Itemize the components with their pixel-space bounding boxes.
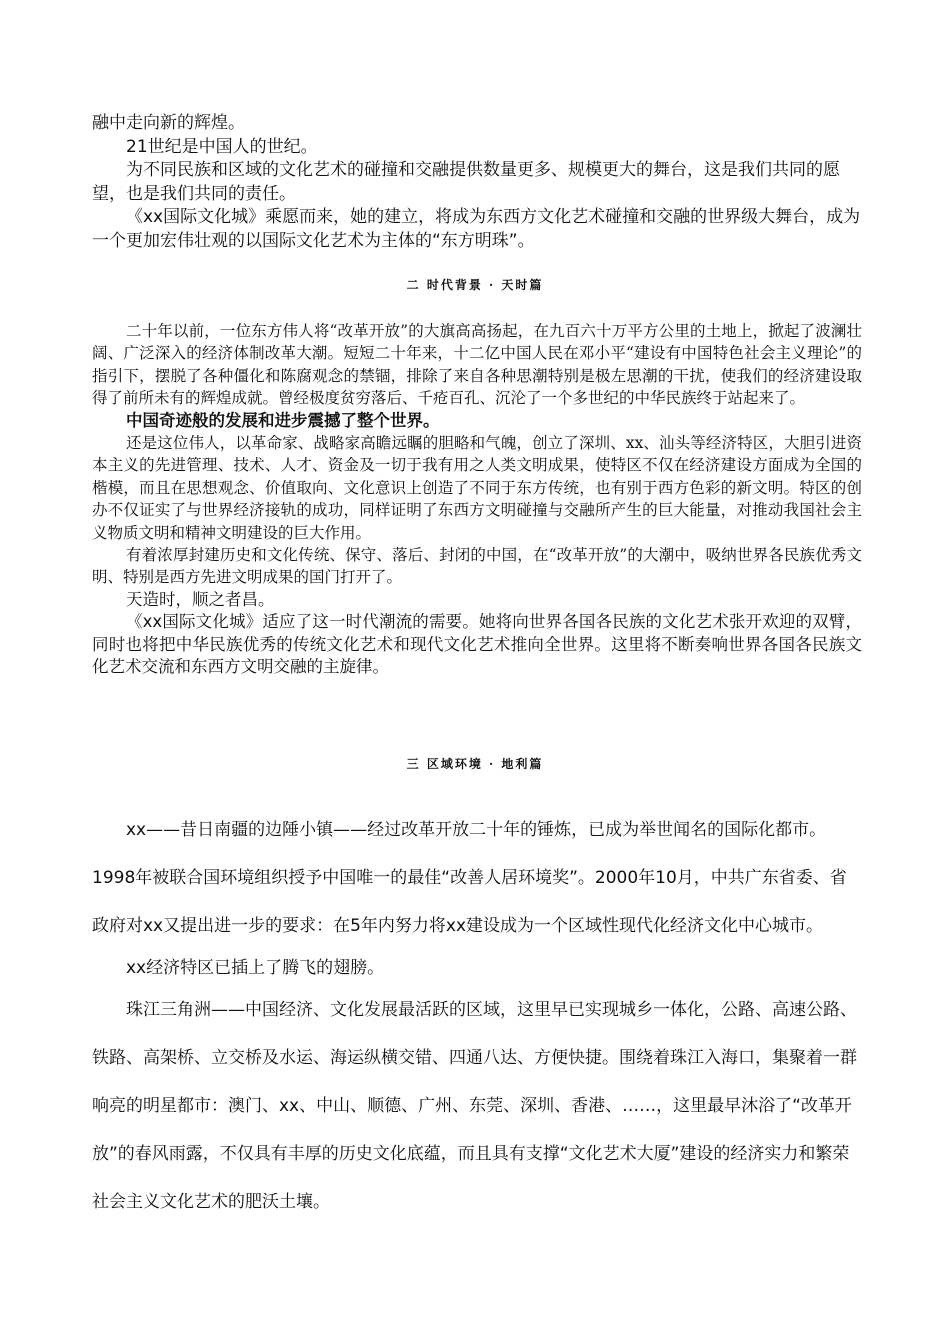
paragraph: 二十年以前，一位东方伟人将“改革开放”的大旗高高扬起，在九百六十万平方公里的土地上，掀起了波澜壮阔、广泛深入的经济体制改革大潮。短短二十年来，十二亿中国人民在邓小平“建设有中国特色社会主义理论”的指引下，摆脱了各种僵化和陈腐观念的禁锢，排除了来自各种思潮特别是极左思潮的干扰，使我们的经济建设取得了前所未有的辉煌成就。曾经极度贫穷落后、千疮百孔、沉沦了一个多世纪的中华民族终于站起来了。	[92, 322, 862, 408]
paragraph: 融中走向新的辉煌。	[92, 113, 245, 133]
section-heading-3: 三 区域环境 · 地利篇	[406, 757, 544, 771]
paragraph-bold: 中国奇迹般的发展和进步震撼了整个世界。	[126, 410, 440, 430]
paragraph: 21世纪是中国人的世纪。	[126, 136, 318, 157]
section-2	[92, 320, 862, 679]
section-1	[92, 112, 862, 253]
paragraph: 《xx国际文化城》适应了这一时代潮流的需要。她将向世界各国各民族的文化艺术张开欢迎的双臂，同时也将把中华民族优秀的传统文化艺术和现代文化艺术推向全世界。这里将不断奏响世界各国各民族文化艺术交流和东西方文明交融的主旋律。	[92, 612, 862, 677]
section-3	[92, 806, 862, 1226]
paragraph: xx经济特区已插上了腾飞的翅膀。	[126, 958, 385, 978]
paragraph: 珠江三角洲——中国经济、文化发展最活跃的区域，这里早已实现城乡一体化，公路、高速公路、铁路、高架桥、立交桥及水运、海运纵横交错、四通八达、方便快捷。围绕着珠江入海口，集聚着一群响亮的明星都市：澳门、xx、中山、顺德、广州、东莞、深圳、香港、……，这里最早沐浴了“改革开放”的春风雨露，不仅具有丰厚的历史文化底蕴，而且具有支撑“文化艺术大厦”建设的经济实力和繁荣社会主义文化艺术的肥沃土壤。	[92, 1000, 857, 1212]
paragraph: 为不同民族和区域的文化艺术的碰撞和交融提供数量更多、规模更大的舞台，这是我们共同的愿望，也是我们共同的责任。	[92, 160, 840, 204]
paragraph: 还是这位伟人，以革命家、战略家高瞻远瞩的胆略和气魄，创立了深圳、xx、汕头等经济特区，大胆引进资本主义的先进管理、技术、人才、资金及一切于我有用之人类文明成果，使特区不仅在经济建设方面成为全国的楷模，而且在思想观念、价值取向、文化意识上创造了不同于东方传统，也有别于西方色彩的新文明。特区的创办不仅证实了与世界经济接轨的成功，同样证明了东西方文明碰撞与交融所产生的巨大能量，对推动我国社会主义物质文明和精神文明建设的巨大作用。	[92, 434, 862, 542]
section-heading-2: 二 时代背景 · 天时篇	[406, 278, 544, 292]
paragraph: xx——昔日南疆的边陲小镇——经过改革开放二十年的锤炼，已成为举世闻名的国际化都市。1998年被联合国环境组织授予中国唯一的最佳“改善人居环境奖”。2000年10月，中共广东省委、省政府对xx又提出进一步的要求：在5年内努力将xx建设成为一个区域性现代化经济文化中心城市。	[92, 820, 847, 936]
paragraph: 有着浓厚封建历史和文化传统、保守、落后、封闭的中国，在“改革开放”的大潮中，吸纳世界各民族优秀文明、特别是西方先进文明成果的国门打开了。	[92, 546, 862, 587]
paragraph: 天造时，顺之者昌。	[126, 589, 275, 609]
paragraph: 《xx国际文化城》乘愿而来，她的建立，将成为东西方文化艺术碰撞和交融的世界级大舞台，成为一个更加宏伟壮观的以国际文化艺术为主体的“东方明珠”。	[92, 207, 861, 251]
